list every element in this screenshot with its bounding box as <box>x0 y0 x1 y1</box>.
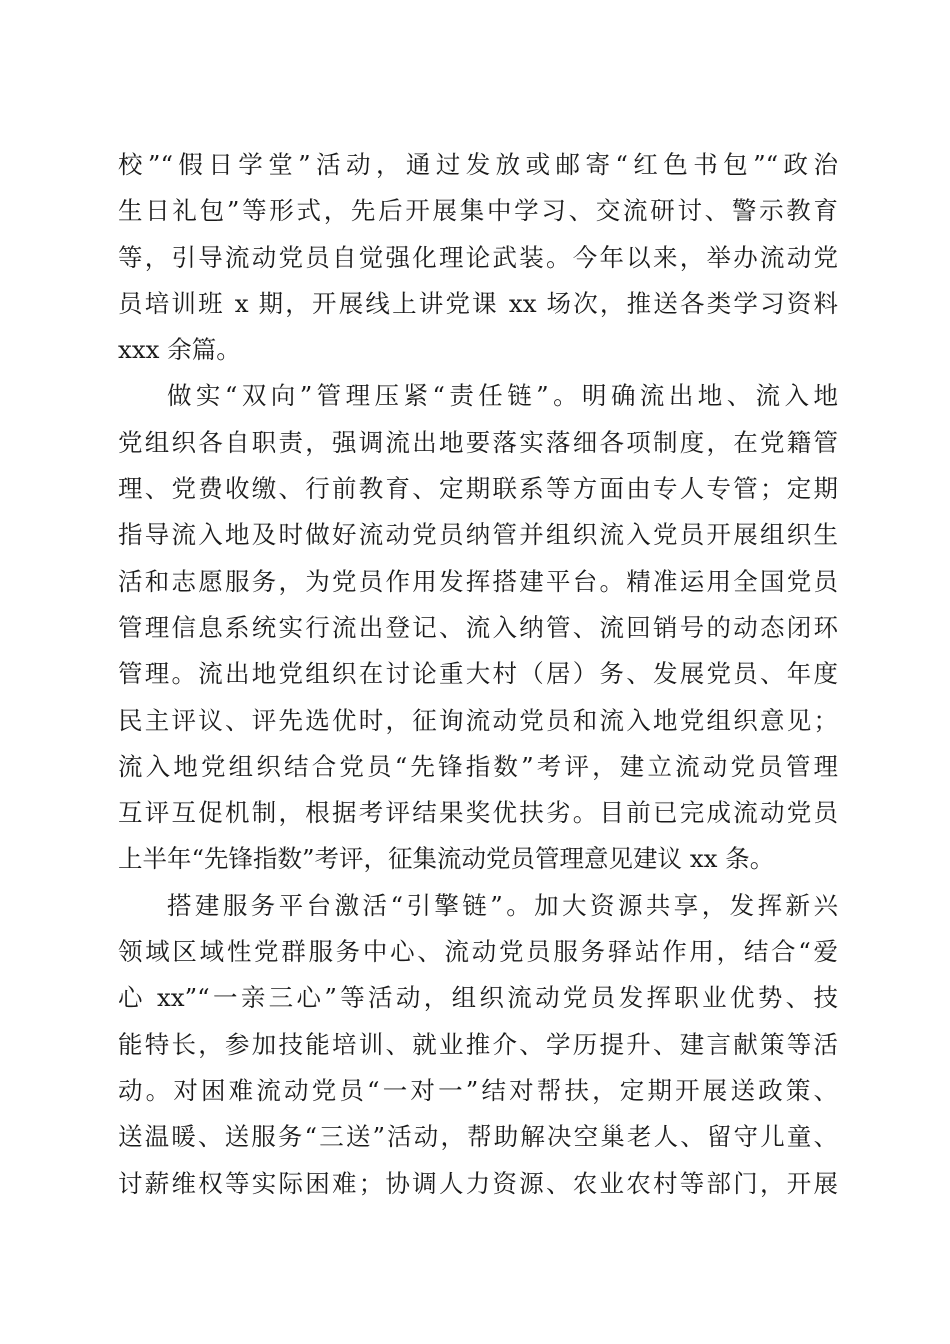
paragraph-3-line-5: 动。对困难流动党员“一对一”结对帮扶，定期开展送政策、 <box>118 1075 838 1105</box>
paragraph-2-line-10: 互评互促机制，根据考评结果奖优扶劣。目前已完成流动党员 <box>118 798 838 828</box>
paragraph-3-line-7: 讨薪维权等实际困难；协调人力资源、农业农村等部门，开展 <box>118 1168 838 1198</box>
paragraph-2-line-1: 做实“双向”管理压紧“责任链”。明确流出地、流入地 <box>167 381 838 411</box>
paragraph-2-line-2: 党组织各自职责，强调流出地要落实落细各项制度，在党籍管 <box>118 427 838 457</box>
paragraph-1-line-2: 生日礼包”等形式，先后开展集中学习、交流研讨、警示教育 <box>118 196 838 226</box>
paragraph-2-line-3: 理、党费收缴、行前教育、定期联系等方面由专人专管；定期 <box>118 474 838 504</box>
body-text <box>118 142 838 1207</box>
paragraph-1-line-3: 等，引导流动党员自觉强化理论武装。今年以来，举办流动党 <box>118 242 838 272</box>
paragraph-3-line-3: 心 xx”“一亲三心”等活动，组织流动党员发挥职业优势、技 <box>118 983 838 1013</box>
paragraph-2-line-8: 民主评议、评先选优时，征询流动党员和流入地党组织意见； <box>118 705 838 735</box>
paragraph-2-line-9: 流入地党组织结合党员“先锋指数”考评，建立流动党员管理 <box>118 751 838 781</box>
paragraph-2-line-7: 管理。流出地党组织在讨论重大村（居）务、发展党员、年度 <box>118 659 838 689</box>
paragraph-2-line-6: 管理信息系统实行流出登记、流入纳管、流回销号的动态闭环 <box>118 612 838 642</box>
paragraph-1-line-1: 校”“假日学堂”活动，通过发放或邮寄“红色书包”“政治 <box>118 150 838 179</box>
paragraph-3-line-1: 搭建服务平台激活“引擎链”。加大资源共享，发挥新兴 <box>167 890 838 920</box>
paragraph-2-line-11: 上半年“先锋指数”考评，征集流动党员管理意见建议 xx 条。 <box>118 844 775 874</box>
paragraph-2-line-4: 指导流入地及时做好流动党员纳管并组织流入党员开展组织生 <box>118 520 838 550</box>
paragraph-3-line-4: 能特长，参加技能培训、就业推介、学历提升、建言献策等活 <box>118 1029 838 1059</box>
paragraph-1-line-4: 员培训班 x 期，开展线上讲党课 xx 场次，推送各类学习资料 <box>118 288 838 318</box>
paragraph-3-line-6: 送温暖、送服务“三送”活动，帮助解决空巢老人、留守儿童、 <box>118 1122 838 1152</box>
paragraph-1-line-5: xxx 余篇。 <box>118 335 241 365</box>
paragraph-2-line-5: 活和志愿服务，为党员作用发挥搭建平台。精准运用全国党员 <box>118 566 838 596</box>
paragraph-3-line-2: 领域区域性党群服务中心、流动党员服务驿站作用，结合“爱 <box>118 937 838 967</box>
